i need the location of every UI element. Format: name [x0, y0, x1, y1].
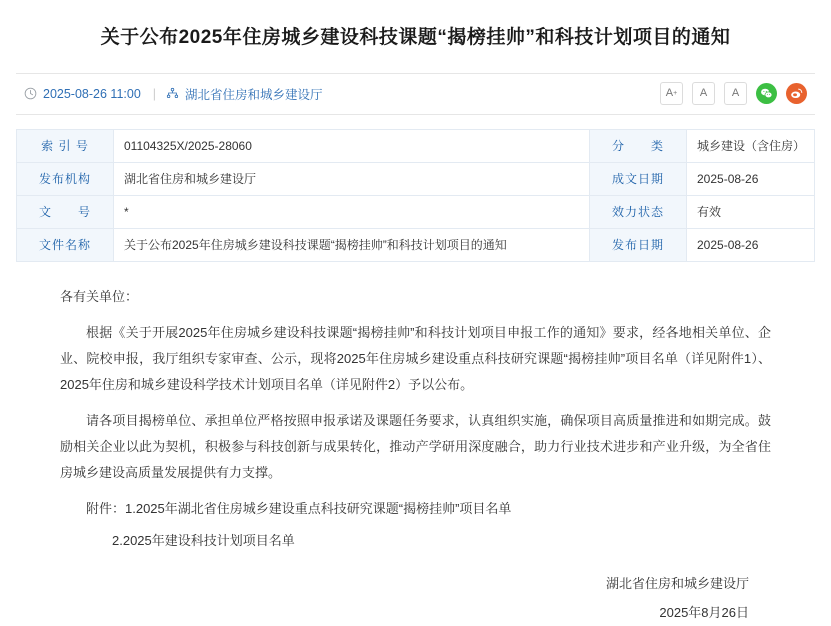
attachment-list — [60, 496, 771, 554]
signature-date: 2025年8月26日 — [60, 599, 749, 626]
info-label-index: 索 引 号 — [17, 129, 114, 162]
info-value-filename: 关于公布2025年住房城乡建设科技课题“揭榜挂帅”和科技计划项目的通知 — [114, 228, 590, 261]
wechat-share-icon[interactable] — [756, 83, 777, 104]
info-label-issuer: 发布机构 — [17, 162, 114, 195]
info-label-status: 效力状态 — [590, 195, 687, 228]
table-row — [17, 129, 815, 162]
body-paragraph-2: 请各项目揭榜单位、承担单位严格按照申报承诺及课题任务要求，认真组织实施，确保项目高质量推进和如期完成。鼓励相关企业以此为契机，积极参与科技创新与成果转化，推动产学研用深度融合，助力行业技术进步和产业升级，为全省住房城乡建设高质量发展提供有力支撑。 — [60, 408, 771, 486]
info-value-written-date: 2025-08-26 — [687, 162, 815, 195]
document-info-table — [16, 129, 815, 262]
font-normal-label: A — [700, 88, 707, 99]
document-body — [0, 262, 831, 626]
font-decrease-label: A — [732, 88, 739, 99]
info-label-written-date: 成文日期 — [590, 162, 687, 195]
weibo-share-icon[interactable] — [786, 83, 807, 104]
info-label-category: 分 类 — [590, 129, 687, 162]
institution-icon — [166, 87, 179, 100]
info-value-issuer: 湖北省住房和城乡建设厅 — [114, 162, 590, 195]
title-section — [0, 0, 831, 73]
body-paragraph-1: 根据《关于开展2025年住房城乡建设科技课题“揭榜挂帅”和科技计划项目申报工作的通知》要求，经各地相关单位、企业、院校申报，我厅组织专家审查、公示，现将2025年住房城乡建设重点科技研究课题“揭榜挂帅”项目名单（详见附件1）、2025年住房和城乡建设科学技术计划项目名单（详见附件2）予以公布。 — [60, 320, 771, 398]
source-link[interactable]: 湖北省住房和城乡建设厅 — [185, 85, 323, 103]
publish-datetime: 2025-08-26 11:00 — [43, 87, 141, 101]
page-title: 关于公布2025年住房城乡建设科技课题“揭榜挂帅”和科技计划项目的通知 — [40, 24, 791, 53]
attachment-line-2: 2.2025年建设科技计划项目名单 — [60, 528, 771, 554]
signature-block — [60, 570, 771, 626]
table-row — [17, 228, 815, 261]
table-row — [17, 195, 815, 228]
font-normal-button[interactable] — [692, 82, 715, 105]
info-label-publish-date: 发布日期 — [590, 228, 687, 261]
salutation: 各有关单位： — [60, 284, 771, 310]
info-value-publish-date: 2025-08-26 — [687, 228, 815, 261]
font-increase-sup: + — [673, 90, 677, 97]
attachment-line-1: 附件：1.2025年湖北省住房城乡建设重点科技研究课题“揭榜挂帅”项目名单 — [60, 496, 771, 522]
info-value-docnum: * — [114, 195, 590, 228]
info-label-docnum: 文 号 — [17, 195, 114, 228]
info-table-body — [17, 129, 815, 261]
table-row — [17, 162, 815, 195]
meta-left-group — [24, 85, 660, 103]
font-increase-label: A — [666, 88, 673, 99]
signer-name: 湖北省住房和城乡建设厅 — [60, 570, 749, 597]
font-increase-button[interactable] — [660, 82, 683, 105]
info-value-status: 有效 — [687, 195, 815, 228]
clock-icon — [24, 87, 37, 100]
info-value-category: 城乡建设（含住房） — [687, 129, 815, 162]
font-decrease-button[interactable] — [724, 82, 747, 105]
meta-separator: | — [153, 87, 156, 101]
info-value-index: 01104325X/2025-28060 — [114, 129, 590, 162]
meta-bar — [16, 73, 815, 115]
info-label-filename: 文件名称 — [17, 228, 114, 261]
meta-right-group — [660, 82, 807, 105]
